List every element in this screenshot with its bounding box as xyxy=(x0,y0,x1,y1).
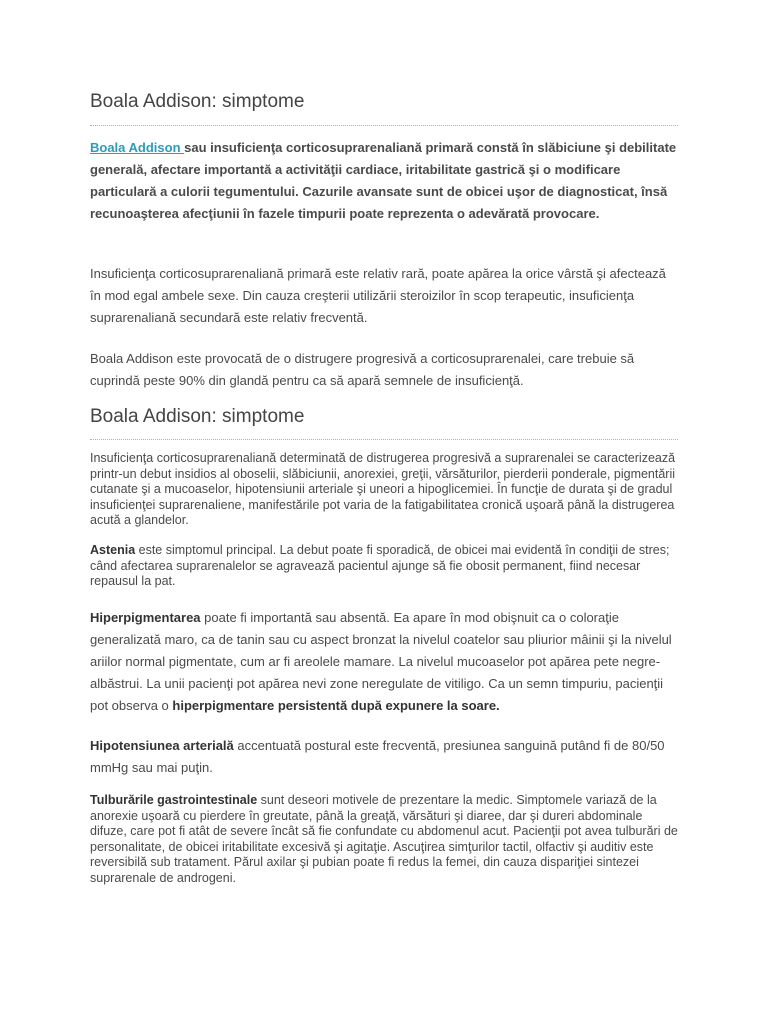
heading-divider-2 xyxy=(90,439,678,440)
hiperpigmentare-text: poate fi importantă sau absentă. Ea apare în mod obişnuit ca o coloraţie generalizată maro, ca de tanin sau cu aspect bronzat la nivelul coatelor sau pliurior mâinii şi la nivelul ariilor normal pigmentate, cum ar fi areolele mamare. La nivelul mucoaselor pot apărea pete negre-albăstrui. La unii pacienţi pot apărea nevi zone neregulate de vitiligo. Ca un semn timpuriu, pacienţii pot observa o xyxy=(90,610,672,713)
paragraph-astenia xyxy=(90,543,678,590)
paragraph-cause: Boala Addison este provocată de o distrugere progresivă a corticosuprarenalei, care trebuie să cuprindă peste 90% din glandă pentru ca să apară semnele de insuficienţă. xyxy=(90,351,635,388)
intro-paragraph xyxy=(90,137,678,225)
heading-divider-1 xyxy=(90,125,678,126)
term-hiperpigmentarea: Hiperpigmentarea xyxy=(90,610,201,625)
section-heading-2: Boala Addison: simptome xyxy=(90,406,305,427)
paragraph-prevalence: Insuficienţa corticosuprarenaliană primară este relativ rară, poate apărea la orice vârstă şi afectează în mod egal ambele sexe. Din cauza creşterii utilizării steroizilor în scop terapeutic, insuficienţa suprarenaliană secundară este relativ frecventă. xyxy=(90,266,666,325)
boala-addison-link[interactable]: Boala Addison xyxy=(90,140,185,155)
astenia-text: este simptomul principal. La debut poate fi sporadică, de obicei mai evidentă în condiţii de stres; când afectarea suprarenalelor se agravează pacientul ajunge să fie obosit permanent, fiind necesar repausul la pat. xyxy=(90,543,670,588)
intro-text: sau insuficienţa corticosuprarenaliană primară constă în slăbiciune şi debilitate generală, afectare importantă a activităţii cardiace, iritabilitate gastrică şi o modificare particulară a culorii tegumentului. Cazurile avansate sunt de obicei uşor de diagnosticat, însă recunoaşterea afecţiunii în fazele timpurii poate reprezenta o adevărată provocare. xyxy=(90,140,677,221)
hiperpigmentare-bold: hiperpigmentare persistentă după expunere la soare. xyxy=(172,698,500,713)
gastrointestinale-text: sunt deseori motivele de prezentare la medic. Simptomele variază de la anorexie uşoară cu pierdere în greutate, până la greaţă, vărsături şi diaree, dar şi dureri abdominale difuze, care pot fi atât de severe încât să fie confundate cu abdomenul acut. Pacienţii pot avea tulburări de personalitate, de obicei iritabilitate excesivă şi agitaţie. Ascuţirea simţurilor tactil, olfactiv şi auditiv este reversibilă sub tratament. Părul axilar şi pubian poate fi redus la femei, din cauza dispariţiei sintezei suprarenale de androgeni. xyxy=(90,793,678,885)
paragraph-overview: Insuficienţa corticosuprarenaliană determinată de distrugerea progresivă a suprarenalei se caracterizează printr-un debut insidios al oboselii, slăbiciunii, anorexiei, greţii, vărsăturilor, pierderii ponderale, pigmentării cutanate şi a mucoaselor, hipotensiunii arteriale şi uneori a hipoglicemiei. În funcţie de durata şi de gradul insuficienţei suprarenaliene, manifestările pot varia de la fatigabilitatea cronică uşoară până la distrugerea acută a glandelor. xyxy=(90,451,676,527)
section-heading-1: Boala Addison: simptome xyxy=(90,91,305,112)
paragraph-hiperpigmentare xyxy=(90,607,678,717)
term-gastrointestinale: Tulburările gastrointestinale xyxy=(90,793,258,807)
paragraph-gastrointestinale xyxy=(90,793,678,886)
paragraph-hipotensiune xyxy=(90,735,678,779)
hipotensiune-text: accentuată postural este frecventă, presiunea sanguină putând fi de 80/50 mmHg sau mai puţin. xyxy=(90,738,665,775)
term-astenia: Astenia xyxy=(90,543,136,557)
term-hipotensiune: Hipotensiunea arterială xyxy=(90,738,234,753)
